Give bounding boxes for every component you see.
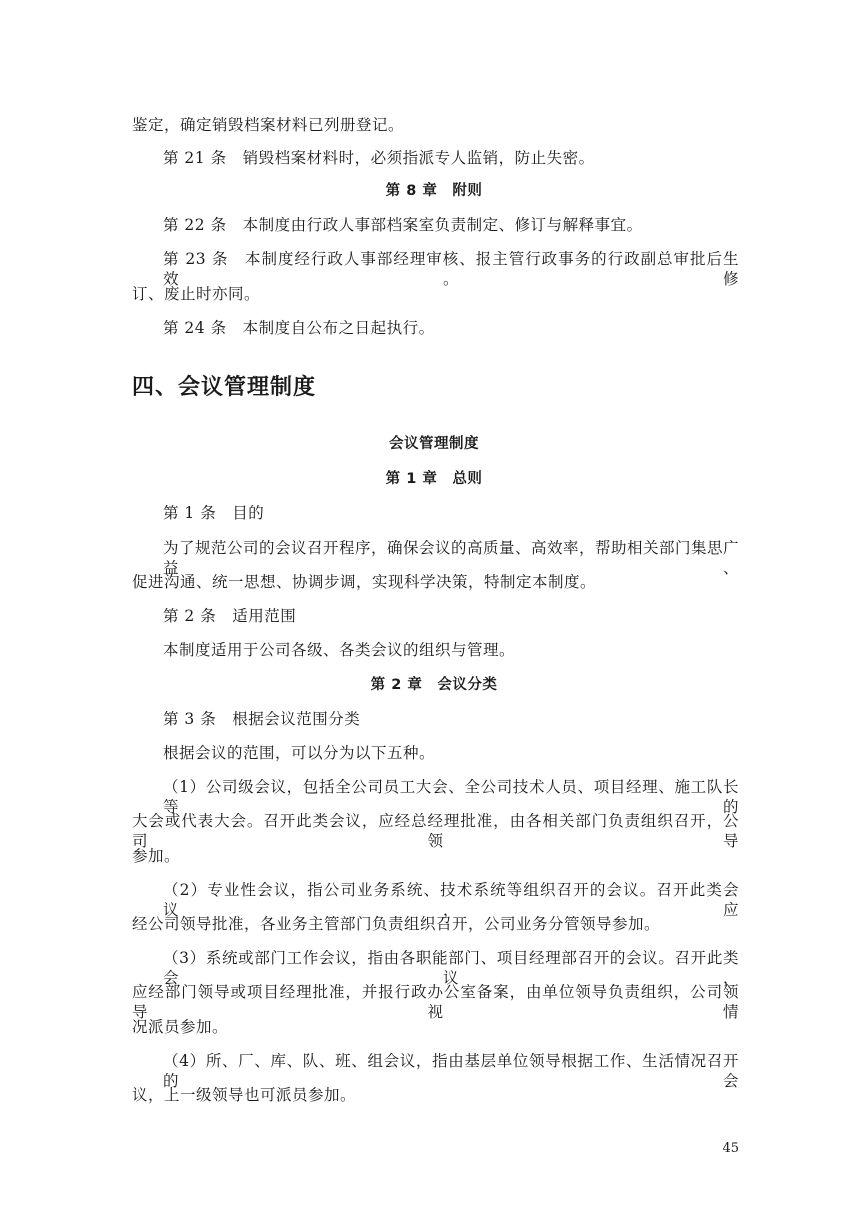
page-number: 45 <box>722 1141 739 1156</box>
chapter-2-heading: 第 2 章 会议分类 <box>370 677 498 693</box>
article-23-line-2: 订、废止时亦同。 <box>132 285 261 303</box>
item-3-line-1: （3）系统或部门工作会议，指由各职能部门、项目经理部召开的会议。召开此类会议， <box>163 949 739 987</box>
chapter-8-heading: 第 8 章 附则 <box>385 183 483 199</box>
item-4-line-2: 议，上一级领导也可派员参加。 <box>132 1086 357 1104</box>
item-4-line-1: （4）所、厂、库、队、班、组会议，指由基层单位领导根据工作、生活情况召开的会 <box>163 1052 739 1090</box>
article-21: 第 21 条 销毁档案材料时，必须指派专人监销，防止失密。 <box>163 149 595 167</box>
article-2-body: 本制度适用于公司各级、各类会议的组织与管理。 <box>163 641 516 659</box>
item-1-line-1: （1）公司级会议，包括全公司员工大会、全公司技术人员、项目经理、施工队长等的 <box>163 778 739 816</box>
item-3-line-3: 况派员参加。 <box>132 1018 229 1036</box>
item-2-line-2: 经公司领导批准，各业务主管部门负责组织召开，公司业务分管领导参加。 <box>132 915 661 933</box>
document-title: 会议管理制度 <box>389 436 479 452</box>
item-1-line-2: 大会或代表大会。召开此类会议，应经总经理批准，由各相关部门负责组织召开，公司领导 <box>132 812 739 850</box>
article-23-line-1: 第 23 条 本制度经行政人事部经理审核、报主管行政事务的行政副总审批后生效。修 <box>163 250 739 288</box>
text-line-continuation: 鉴定，确定销毁档案材料已列册登记。 <box>132 116 405 134</box>
item-3-line-2: 应经部门领导或项目经理批准，并报行政办公室备案，由单位领导负责组织，公司领导视情 <box>132 983 739 1021</box>
article-1-title: 第 1 条 目的 <box>163 504 265 522</box>
chapter-1-heading: 第 1 章 总则 <box>385 471 483 487</box>
article-1-line-2: 促进沟通、统一思想、协调步调，实现科学决策，特制定本制度。 <box>132 573 597 591</box>
article-22: 第 22 条 本制度由行政人事部档案室负责制定、修订与解释事宜。 <box>163 216 643 234</box>
item-2-line-1: （2）专业性会议，指公司业务系统、技术系统等组织召开的会议。召开此类会议，应 <box>163 881 739 919</box>
item-1-line-3: 参加。 <box>132 847 181 865</box>
article-3-intro: 根据会议的范围，可以分为以下五种。 <box>163 744 436 762</box>
section-heading: 四、会议管理制度 <box>132 375 317 400</box>
article-3-title: 第 3 条 根据会议范围分类 <box>163 710 361 728</box>
article-24: 第 24 条 本制度自公布之日起执行。 <box>163 319 435 337</box>
article-2-title: 第 2 条 适用范围 <box>163 607 297 625</box>
article-1-line-1: 为了规范公司的会议召开程序，确保会议的高质量、高效率，帮助相关部门集思广益、 <box>163 539 740 577</box>
